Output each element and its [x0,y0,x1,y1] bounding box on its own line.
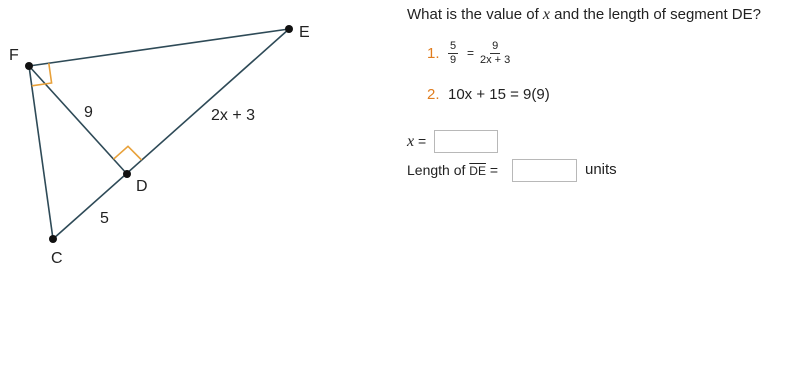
label-f: F [9,47,19,64]
fraction-right-numerator: 9 [492,40,499,52]
question-variable: x [542,6,551,23]
segment-fd [29,66,127,174]
segment-ec [53,29,289,239]
segment-de-symbol: $\overline{DE}$ [469,164,486,178]
x-label [407,133,426,151]
segment-fc [29,66,53,239]
label-dc-length: 5 [100,210,109,227]
question-suffix: and the length of segment DE? [550,6,761,23]
right-angle-marker-f [32,63,52,86]
fraction-left-denominator: 9 [450,54,457,66]
length-label [407,162,498,178]
step-1-equals: = [467,46,475,60]
step-2-number: 2. [427,86,440,103]
vertex-f [25,62,33,70]
fraction-right-denominator: 2x + 3 [480,54,511,66]
vertex-e [285,25,293,33]
step-1-number: 1. [427,45,440,62]
question-text [407,6,761,24]
fraction-left-numerator: 5 [450,40,457,52]
step-2-equation: 10x + 15 = 9(9) [448,86,550,103]
label-de-length: 2x + 3 [211,107,256,124]
label-e: E [299,24,310,41]
label-c: C [51,250,63,267]
question-panel [407,0,800,369]
x-label-variable: x [407,133,415,150]
length-label-equals: = [485,162,499,178]
x-label-equals: = [414,133,427,149]
step-1-fraction-right [478,40,512,67]
length-de-input[interactable] [512,159,577,182]
label-fd-length: 9 [84,104,93,121]
right-angle-marker-d [114,146,142,160]
x-value-input[interactable] [434,130,498,153]
segment-fe [29,29,289,66]
step-1-fraction-left [448,40,458,67]
vertex-d [123,170,131,178]
vertex-c [49,235,57,243]
question-prefix: What is the value of [407,6,543,23]
length-label-text: Length of [407,162,470,178]
units-label: units [585,161,617,178]
label-d: D [136,178,148,195]
